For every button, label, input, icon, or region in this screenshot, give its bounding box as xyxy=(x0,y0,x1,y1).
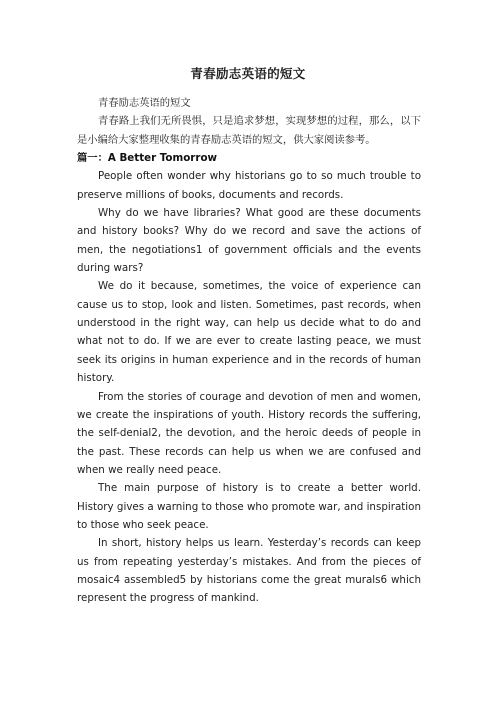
document-subtitle: 青春励志英语的短文 xyxy=(98,97,191,109)
body-paragraph: Why do we have libraries? What good are these documents and history books? Why do we record and save the actions of men, the negotiations1 of government officials and the events during wars? xyxy=(77,207,421,275)
body-paragraph: We do it because, sometimes, the voice of experience can cause us to stop, look and listen. Sometimes, past records, when understood in the right way, can help us decide what to do and what not to do. If we are ever to create lasting peace, we must seek its origins in human experience and in the records of human history. xyxy=(77,280,421,385)
body-paragraph: The main purpose of history is to create a better world. History gives a warning to those who promote war, and inspiration to those who seek peace. xyxy=(77,482,421,531)
body-paragraph: From the stories of courage and devotion of men and women, we create the inspirations of youth. History records the suffering, the self-denial2, the devotion, and the heroic deeds of people in the past. These records can help us when we are confused and when we really need peace. xyxy=(77,390,421,476)
document-body xyxy=(77,94,421,608)
body-paragraph: People often wonder why historians go to so much trouble to preserve millions of books, documents and records. xyxy=(77,170,421,201)
intro-paragraph: 青春路上我们无所畏惧，只是追求梦想，实现梦想的过程，那么，以下是小编给大家整理收集的青春励志英语的短文，供大家阅读参考。 xyxy=(77,115,421,146)
body-paragraph: In short, history helps us learn. Yesterday’s records can keep us from repeating yesterday’s mistakes. And from the pieces of mosaic4 assembled5 by historians come the great murals6 which represent the progress of mankind. xyxy=(77,537,421,605)
section-heading: 篇一：A Better Tomorrow xyxy=(77,152,218,165)
document-title: 青春励志英语的短文 xyxy=(190,66,306,81)
